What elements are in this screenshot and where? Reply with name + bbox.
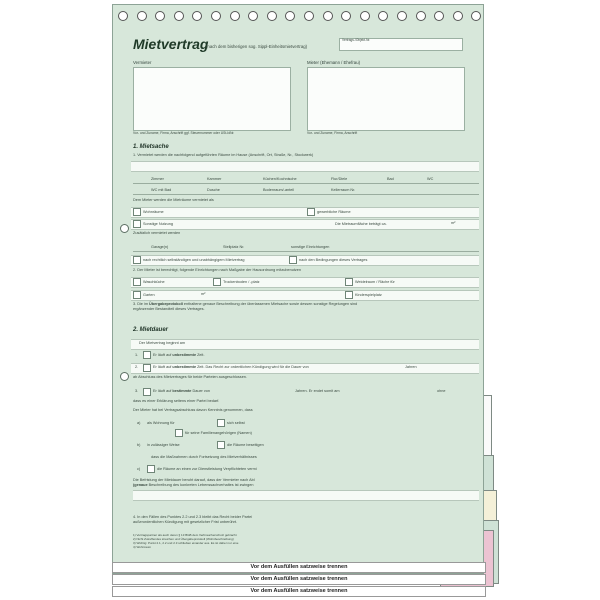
section-1-intro: 1. Vermietet werden die nachfolgend aufgeführten Räume im Hause (Anschrift, Ort, Straße, Nr., Stockwerk) — [133, 153, 314, 157]
separator-strip-2: Vor dem Ausfüllen satzweise trennen — [112, 574, 486, 585]
use-other-label: Sonstige Nutzung — [143, 222, 173, 226]
option-2-text: Er läuft auf unbestimmte Zeit. Das Recht zur ordentlichen Kündigung wird für die Dauer von — [153, 365, 309, 369]
checkbox-waschkueche[interactable] — [133, 278, 141, 286]
room-keller: Kellerraum Nr. — [331, 188, 356, 192]
room-kueche: Küchen/Kochnische — [263, 177, 297, 181]
landlord-address-note: Vor- und Zuname, Firma, Anschrift ggf. Steuernummer oder USt-IdNr. — [133, 131, 235, 135]
option-3-ohne: ohne — [437, 389, 446, 393]
form-title: Mietvertrag — [133, 36, 209, 52]
area-text: Die Mietraumfläche beträgt ca. — [335, 222, 387, 226]
garden-label: Garten — [143, 293, 155, 297]
begin-label: Der Mietvertrag beginnt am — [139, 341, 186, 345]
form-subtitle: (nach dem bisherigen sog. Sippl-Einheitsmietvertrag) — [206, 44, 308, 49]
checkbox-remove-rooms[interactable] — [217, 441, 225, 449]
tenant-label: Mieter (Ehemann / Ehefrau) — [307, 60, 361, 65]
punch-hole — [397, 11, 407, 21]
reason-c-text: die Räume an einen zur Dienstleistung Verpflichteten vermi — [157, 467, 257, 471]
punch-hole — [285, 11, 295, 21]
checkbox-option-3[interactable] — [143, 388, 151, 396]
use-intro: Dem Mieter werden die Mieträume vermietet als — [133, 198, 214, 202]
reason-b-text: in zulässiger Weise — [147, 443, 180, 447]
checkbox-option-2[interactable] — [143, 364, 151, 372]
checkbox-option-1[interactable] — [143, 351, 151, 359]
facilities-band-2 — [131, 290, 479, 301]
punch-hole — [378, 11, 388, 21]
separator-strip-1: Vor dem Ausfüllen satzweise trennen — [112, 562, 486, 573]
item-3-text-cont: ergänzender Bestandteil dieses Vertrages. — [133, 307, 205, 311]
checkbox-kinderspielplatz[interactable] — [345, 291, 353, 299]
checkbox-separate-lease[interactable] — [133, 256, 141, 264]
room-wc: WC — [427, 177, 434, 181]
option-3-num: 3. — [135, 389, 139, 393]
punch-hole — [360, 11, 370, 21]
facilities-band-1 — [131, 277, 479, 288]
room-flur: Flur/Diele — [331, 177, 348, 181]
drying-label: Trockenboden / -platz — [223, 280, 260, 284]
option-3-text: Er läuft auf bestimmte Dauer von — [153, 389, 210, 393]
landlord-address-box[interactable] — [133, 67, 291, 131]
section-1-heading: 1. Mietsache — [133, 144, 169, 150]
punch-hole — [453, 11, 463, 21]
landlord-label: Vermieter — [133, 60, 152, 65]
punch-hole — [192, 11, 202, 21]
use-band-2 — [131, 219, 479, 230]
punch-hole — [230, 11, 240, 21]
reason-c-label: c) — [137, 467, 141, 471]
parking-label: Stellplatz Nr. — [223, 245, 245, 249]
use-living-label: Wohnräume — [143, 210, 164, 214]
reason-a-text: als Wohnung für — [147, 421, 175, 425]
room-kammer: Kammer — [207, 177, 222, 181]
rental-contract-form — [112, 4, 484, 574]
punch-hole — [211, 11, 221, 21]
garden-unit: m² — [201, 292, 206, 296]
additional-label: Zusätzlich vermietet werden — [133, 231, 181, 235]
item-4-text-cont: außerordentlichen Kündigung mit gesetzlicher Frist unberührt. — [133, 520, 238, 524]
option-1-text: Er läuft auf unbestimmte Zeit. — [153, 353, 205, 357]
reason-b-label: b) — [137, 443, 141, 447]
reason-b-change: dass die Maßnahmen durch Fortsetzung des Mietverhältnisses — [151, 455, 257, 459]
checkbox-weidelraum[interactable] — [345, 278, 353, 286]
punch-hole — [248, 11, 258, 21]
footnote-4: 4) Wohnraum — [133, 545, 152, 549]
punch-hole — [471, 11, 481, 21]
other-facilities-label: sonstige Einrichtungen — [291, 245, 330, 249]
punch-hole — [323, 11, 333, 21]
checkbox-family[interactable] — [175, 429, 183, 437]
checkbox-same-lease[interactable] — [289, 256, 297, 264]
separator-strip-3: Vor dem Ausfüllen satzweise trennen — [112, 586, 486, 597]
punch-hole — [137, 11, 147, 21]
option-2-text-cont: ab Abschluss des Mietvertrages für beide Parteien ausgeschlossen. — [133, 375, 247, 379]
playground-label: Kinderspielplatz — [355, 293, 382, 297]
reason-b-remove: die Räume beseitigen — [227, 443, 264, 447]
checkbox-self[interactable] — [217, 419, 225, 427]
room-dusche: Dusche — [207, 188, 220, 192]
tenant-address-box[interactable] — [307, 67, 465, 131]
option-2-years: Jahren — [405, 365, 417, 369]
item-3-text: 3. Die im Übergabeprotokoll enthaltene genaue Beschreibung der überlassenen Mietsache sowie dessen sonstige Regelungen sind — [133, 302, 358, 306]
checkbox-gewerblich[interactable] — [307, 208, 315, 216]
checkbox-service[interactable] — [147, 465, 155, 473]
punch-hole — [416, 11, 426, 21]
bikes-label: Weidelraum / Räche für — [355, 280, 395, 284]
reason-a-family: für seine Familienangehörigen (Namen) — [185, 431, 252, 435]
punch-hole — [341, 11, 351, 21]
checkbox-trockenboden[interactable] — [213, 278, 221, 286]
punch-hole — [267, 11, 277, 21]
punch-hole — [118, 11, 128, 21]
footnote-3: 3) Wichtig: Punkt 2.1, 2.2 und 2.3 schließen einander aus. Es ist daher nur eine — [133, 541, 239, 545]
option-2-num: 2. — [135, 365, 139, 369]
room-wc-bad: WC mit Bad — [151, 188, 172, 192]
section-2-heading: 2. Mietdauer — [133, 327, 169, 333]
tenant-address-note: Vor- und Zuname, Firma, Anschrift — [307, 131, 358, 135]
reason-band[interactable] — [133, 490, 479, 501]
punch-ring-lower — [120, 372, 129, 381]
footnote-1: 1) Vertragspartner als auch deren § 13 BGB dem Verbraucherschutz gebracht — [133, 533, 237, 537]
punch-hole — [155, 11, 165, 21]
punch-hole — [304, 11, 314, 21]
item-2-text: 2. Der Mieter ist berechtigt, folgende Einrichtungen nach Maßgabe der Hausordnung mitzubenutzen — [133, 268, 302, 272]
address-band[interactable] — [131, 161, 479, 172]
use-band-1 — [131, 207, 479, 218]
item-4-text: 4. In den Fällen des Punktes 2.2 und 2.3 bleibt das Recht beider Partei — [133, 515, 253, 519]
reason-a-self: sich selbst — [227, 421, 245, 425]
checkbox-sonstige-nutzung[interactable] — [133, 220, 141, 228]
room-bad: Bad — [387, 177, 394, 181]
laundry-label: Waschküche — [143, 280, 165, 284]
option-3-years: Jahren. Er endet somit am — [295, 389, 340, 393]
option-1-num: 1. — [135, 353, 139, 357]
need-intro: Der Mieter hat bei Vertragsabschluss davon Kenntnis genommen, dass — [133, 408, 253, 412]
reason-explanation: Die Befristung der Mietdauer beruht darauf, dass der Vermieter nach Abl — [133, 478, 255, 482]
checkbox-wohnraeume[interactable] — [133, 208, 141, 216]
punch-ring-upper — [120, 224, 129, 233]
garage-label: Garage(n) — [151, 245, 169, 249]
reason-explanation-cont: (genaue Beschreibung des konkreten Lebenssachverhaltes ist zwingen — [133, 483, 254, 487]
area-unit: m² — [451, 221, 456, 225]
lease-same-label: nach den Bedingungen dieses Vertrages — [299, 258, 368, 262]
footnote-2: 2) Nicht Zutreffendes streichen und Übergabeprotokoll (Wohnbeschreibung) — [133, 537, 234, 541]
checkbox-garten[interactable] — [133, 291, 141, 299]
use-commercial-label: gewerbliche Räume — [317, 210, 351, 214]
lease-indep-label: nach rechtlich selbständigen und unabhängigem Mietvertrag — [143, 258, 245, 262]
room-zimmer: Zimmer — [151, 177, 164, 181]
room-boden: Bodenraum/-anteil — [263, 188, 295, 192]
punch-hole — [434, 11, 444, 21]
punch-hole — [174, 11, 184, 21]
option-3-text-cont: dass es einer Erklärung seitens einer Partei bedarf. — [133, 399, 220, 403]
contract-number-label: Vertrags-/Objekt-Nr. — [342, 38, 371, 42]
reason-a-label: a) — [137, 421, 141, 425]
